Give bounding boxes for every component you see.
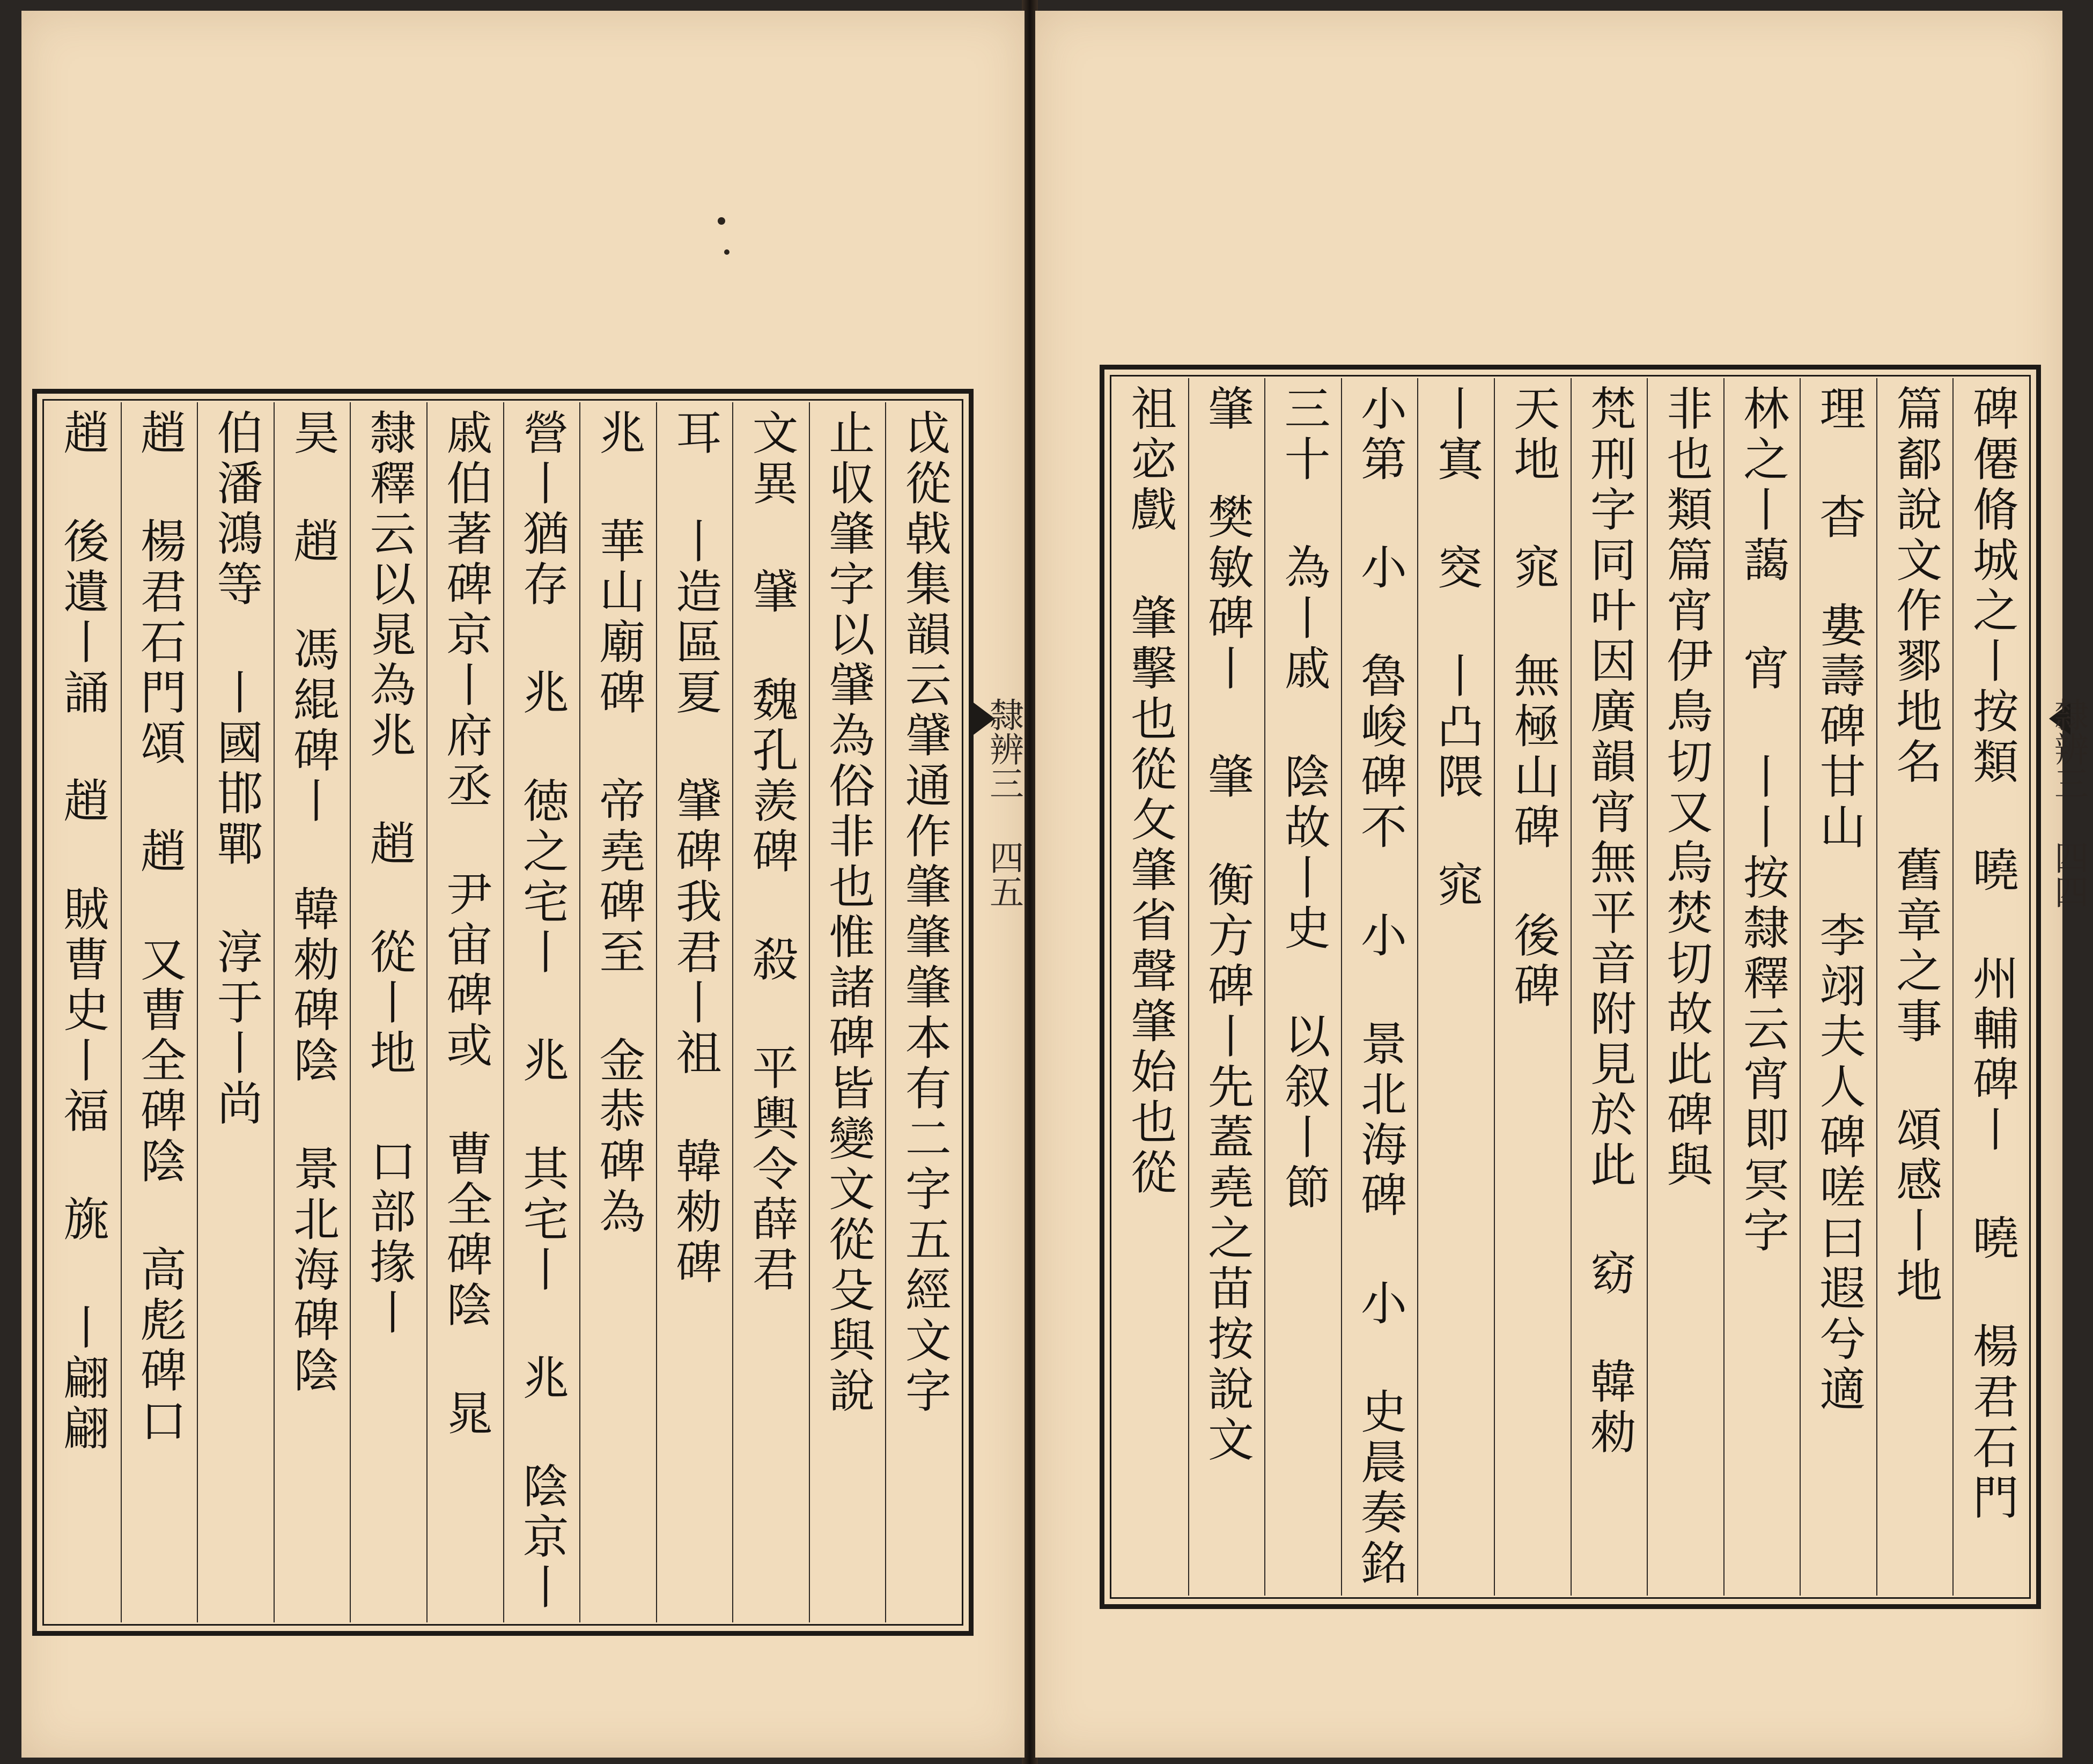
left-column-text: 耳 丨造區夏 肈碑我君丨祖 韓勑碑 [667, 409, 721, 1288]
right-column-text: 小第 小 魯峻碑不 小 景北海碑 小 史晨奏銘 [1353, 385, 1407, 1589]
left-column-text: 戉從㦸集韻云肈通作肇肇肇本有二字五經文字 [897, 409, 951, 1417]
right-column [1417, 378, 1494, 1596]
left-column [350, 402, 426, 1622]
right-column [1876, 378, 1953, 1596]
right-column [1952, 378, 2029, 1596]
left-column [885, 402, 962, 1622]
left-column [809, 402, 886, 1622]
left-column [121, 402, 197, 1622]
left-column-text: 止収肇字以肈為俗非也惟諸碑皆變文從殳與說 [821, 409, 875, 1417]
right-column-text: 肇 樊敏碑丨 肇 衡方碑丨先蓋堯之苗按說文 [1199, 385, 1254, 1466]
ink-spot [718, 217, 725, 225]
left-column [579, 402, 656, 1622]
right-column-text: 理 杳 婁壽碑甘山 李翊夫人碑嗟曰遐兮適 [1811, 385, 1866, 1415]
left-column-text: 趙 楊君石門頌 趙 又曹全碑陰 高彪碑口 [132, 409, 186, 1447]
left-column [503, 402, 580, 1622]
left-column-text: 戚伯著碑京丨府丞 尹宙碑或 曹全碑陰 晁 [438, 409, 492, 1440]
left-column-text: 文異 肈 魏孔羨碑 殺 平輿令薛君 [744, 409, 798, 1296]
right-column-text: 非也類篇宵伊鳥切又烏焚切故此碑與 [1659, 385, 1713, 1191]
left-column [732, 402, 809, 1622]
right-column-text: 篇鄐說文作鄝地名 舊章之事 頌感丨地 [1888, 385, 1942, 1307]
left-column [197, 402, 274, 1622]
left-margin-label: 隸辨三 四五 [984, 697, 1023, 909]
left-page [21, 11, 1025, 1758]
left-column-text: 昊 趙 馮緄碑丨 韓勑碑陰 景北海碑陰 [285, 409, 340, 1397]
left-text-frame [32, 389, 974, 1636]
right-column [1800, 378, 1876, 1596]
left-column [274, 402, 350, 1622]
right-column [1571, 378, 1647, 1596]
right-column [1647, 378, 1723, 1596]
right-column-text: 林之丨藹 宵 丨丨按隸釋云宵即冥字 [1735, 385, 1789, 1257]
left-column-text: 營丨猶存 兆 徳之宅丨 兆 其宅丨 兆 陰京丨 [514, 409, 569, 1613]
right-column [1188, 378, 1265, 1596]
right-column [1723, 378, 1800, 1596]
right-text-frame [1100, 365, 2041, 1609]
right-column-text: 丨寘 窔 丨凸隈 窕 [1429, 385, 1483, 911]
right-column-text: 三十 為丨戚 陰故丨史 以叙丨節 [1276, 385, 1330, 1214]
left-column [656, 402, 733, 1622]
ink-spot [724, 249, 729, 255]
left-column-text: 兆 華山廟碑 帝堯碑至 金恭碑為 [591, 409, 645, 1238]
right-column-text: 碑僊脩城之丨按類 曉 州輔碑丨 曉 楊君石門 [1964, 385, 2018, 1524]
right-margin-label: 隸辨三 四四 [2048, 697, 2088, 909]
right-column [1494, 378, 1571, 1596]
right-column [1264, 378, 1341, 1596]
left-column [44, 402, 121, 1622]
right-column-text: 梵刑字同叶因廣韻宵無平音附見於此 窈 韓勑 [1582, 385, 1636, 1458]
left-column-text: 伯潘鴻等 丨國邯鄲 淳于丨尚 [209, 409, 263, 1130]
left-column-text: 趙 後遺丨誦 趙 賊曹史丨福 旐 丨翩翩 [55, 409, 109, 1455]
right-column-text: 祖宓戲 肇擊也從攵肇省聲肇始也從 [1123, 385, 1177, 1199]
right-page [1035, 11, 2088, 1758]
left-column-text: 隸釋云以晁為兆 趙 從丨地 口部掾丨 [362, 409, 416, 1339]
right-column [1111, 378, 1188, 1596]
left-column [426, 402, 503, 1622]
right-column [1341, 378, 1418, 1596]
right-column-text: 天地 窕 無極山碑 後碑 [1506, 385, 1560, 1012]
